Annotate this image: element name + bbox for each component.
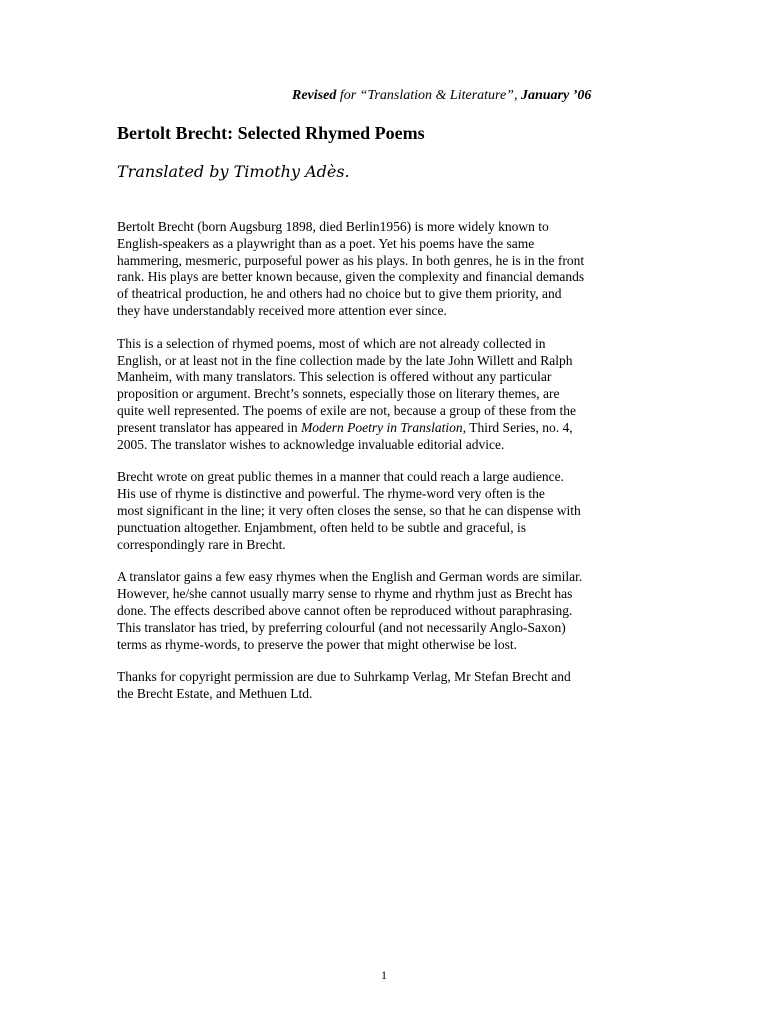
text-line: hammering, mesmeric, purposeful power as his plays. In both genres, he is in the front — [117, 252, 585, 268]
citation-lead: present translator has appeared in — [117, 419, 302, 435]
paragraph-intro — [117, 219, 657, 320]
text-line: rank. His plays are better known because, given the complexity and financial demands — [117, 269, 585, 285]
document-body — [117, 219, 657, 719]
paragraph-translation — [117, 569, 657, 653]
text-line: terms as rhyme-words, to preserve the power that might otherwise be lost. — [117, 636, 518, 652]
translator-credit: Translated by Timothy Adès. — [117, 162, 350, 181]
revision-note-date: January ’06 — [520, 88, 592, 103]
text-line: This is a selection of rhymed poems, most of which are not already collected in — [117, 335, 546, 351]
text-line: done. The effects described above cannot often be reproduced without paraphrasing. — [117, 602, 573, 618]
revision-note — [292, 88, 591, 104]
paragraph-themes — [117, 469, 657, 553]
text-line: Manheim, with many translators. This selection is offered without any particular — [117, 369, 552, 385]
text-line: quite well represented. The poems of exile are not, because a group of these from the — [117, 402, 576, 418]
text-line: they have understandably received more attention ever since. — [117, 302, 447, 318]
paragraph-selection — [117, 336, 657, 454]
text-line: Bertolt Brecht (born Augsburg 1898, died Berlin1956) is more widely known to — [117, 219, 549, 234]
text-line: This translator has tried, by preferring colourful (and not necessarily Anglo-Saxon) — [117, 619, 566, 635]
text-line: 2005. The translator wishes to acknowledge invaluable editorial advice. — [117, 436, 505, 452]
journal-title: Modern Poetry in Translation — [301, 419, 463, 435]
text-line: English, or at least not in the fine collection made by the late John Willett and Ralph — [117, 352, 573, 368]
text-line: English-speakers as a playwright than as a poet. Yet his poems have the same — [117, 235, 535, 251]
revision-note-publication: for “Translation & Literature”, — [336, 88, 521, 103]
text-line: A translator gains a few easy rhymes when the English and German words are similar. — [117, 569, 583, 585]
text-line: proposition or argument. Brecht’s sonnets, especially those on literary themes, are — [117, 386, 560, 402]
revision-note-bold: Revised — [292, 88, 337, 103]
text-line: the Brecht Estate, and Methuen Ltd. — [117, 686, 313, 702]
citation-tail: , Third Series, no. 4, — [462, 419, 573, 435]
page-number: 1 — [381, 968, 387, 982]
text-line: of theatrical production, he and others had no choice but to give them priority, and — [117, 286, 562, 302]
text-line: Brecht wrote on great public themes in a manner that could reach a large audience. — [117, 469, 564, 485]
document-title: Bertolt Brecht: Selected Rhymed Poems — [117, 123, 425, 143]
text-line-with-citation — [117, 420, 657, 437]
text-line: correspondingly rare in Brecht. — [117, 536, 286, 552]
text-line: punctuation altogether. Enjambment, often held to be subtle and graceful, is — [117, 519, 527, 535]
text-line: However, he/she cannot usually marry sense to rhyme and rhythm just as Brecht has — [117, 586, 573, 602]
paragraph-acknowledgements — [117, 669, 657, 703]
text-line: His use of rhyme is distinctive and powerful. The rhyme-word very often is the — [117, 486, 545, 502]
text-line: most significant in the line; it very often closes the sense, so that he can dispense with — [117, 502, 581, 518]
text-line: Thanks for copyright permission are due to Suhrkamp Verlag, Mr Stefan Brecht and — [117, 669, 571, 685]
